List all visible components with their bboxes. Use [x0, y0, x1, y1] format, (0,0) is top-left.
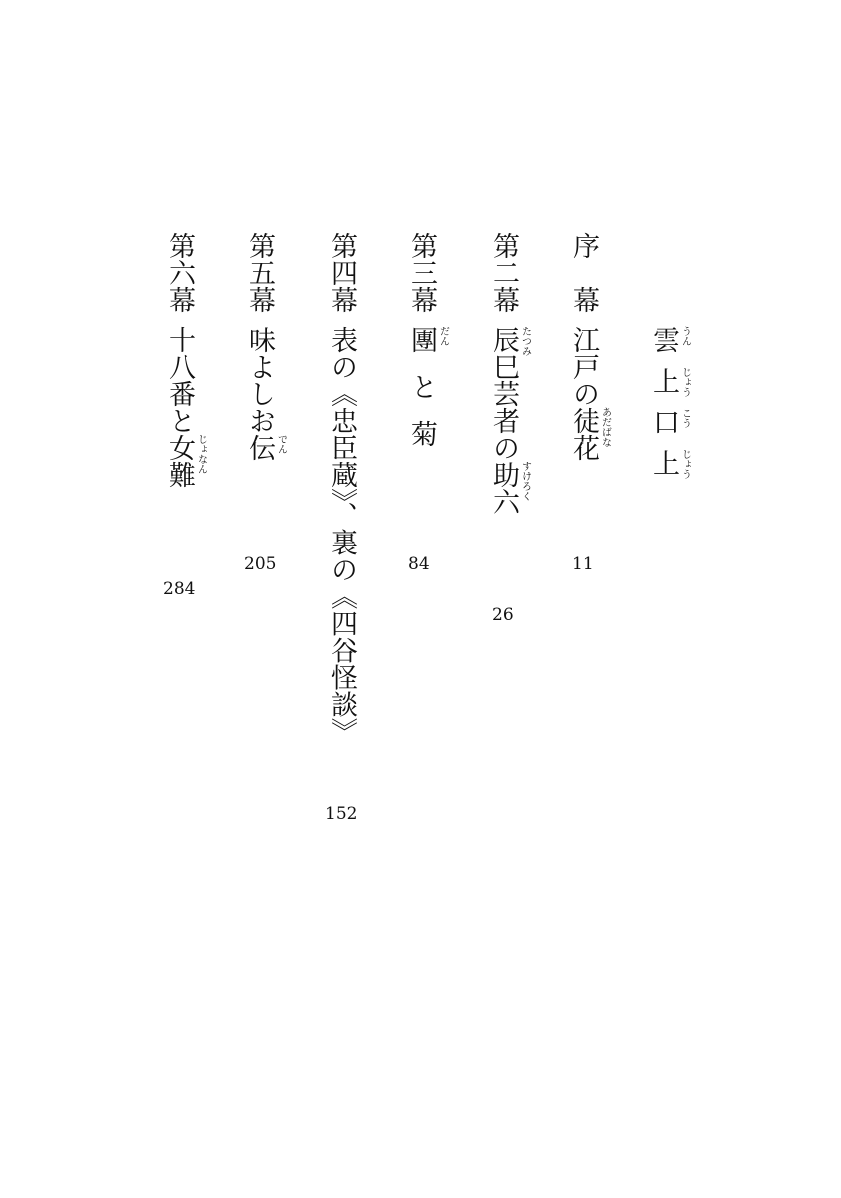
ruby-word: 伝 でん — [244, 434, 287, 461]
prologue-char-4: 上 じょう — [648, 449, 691, 479]
ruby: あだばな — [599, 407, 611, 447]
page-number: 84 — [408, 554, 430, 574]
ruby: たつみ — [519, 326, 531, 356]
prologue-title — [648, 326, 691, 479]
prologue-char-3: 口 こう — [648, 408, 691, 435]
page-number: 284 — [163, 579, 196, 599]
entry-label: 序 幕 — [568, 232, 599, 313]
ruby: うん — [679, 326, 691, 346]
page-number: 11 — [572, 554, 594, 574]
entry-title: 辰巳 たつみ 芸者の助六 すけろく — [488, 326, 531, 515]
page-number: 205 — [244, 554, 277, 574]
page-number: 26 — [492, 605, 514, 625]
entry-title: 江戸の徒花 あだばな — [568, 326, 611, 461]
ruby: だん — [437, 326, 449, 346]
entry-title: 團 だん と菊 — [406, 326, 449, 447]
ruby: じょなん — [195, 434, 207, 474]
ruby-word: 助六 すけろく — [488, 461, 531, 515]
ruby: じょう — [679, 367, 691, 397]
ruby: じょう — [679, 449, 691, 479]
entry-title: 味よしお伝 でん — [244, 326, 287, 461]
entry-title: 表の《忠臣蔵》、裏の《四谷怪談》 — [326, 326, 357, 745]
entry-label: 第五幕 — [244, 232, 275, 313]
entry-label: 第四幕 — [326, 232, 357, 313]
ruby-word: 徒花 あだばな — [568, 407, 611, 461]
entry-label: 第二幕 — [488, 232, 519, 313]
ruby-word: 女難 じょなん — [164, 434, 207, 488]
entry-label: 第六幕 — [164, 232, 195, 313]
ruby-word: 辰巳 たつみ — [488, 326, 531, 380]
ruby: こう — [679, 408, 691, 428]
entry-label: 第三幕 — [406, 232, 437, 313]
ruby: でん — [275, 434, 287, 454]
ruby: すけろく — [519, 461, 531, 501]
prologue-char-2: 上 じょう — [648, 367, 691, 397]
ruby-word: 團 だん — [406, 326, 449, 353]
prologue-char-1: 雲 うん — [648, 326, 691, 353]
entry-title: 十八番と女難 じょなん — [164, 326, 207, 488]
page-number: 152 — [325, 804, 358, 824]
